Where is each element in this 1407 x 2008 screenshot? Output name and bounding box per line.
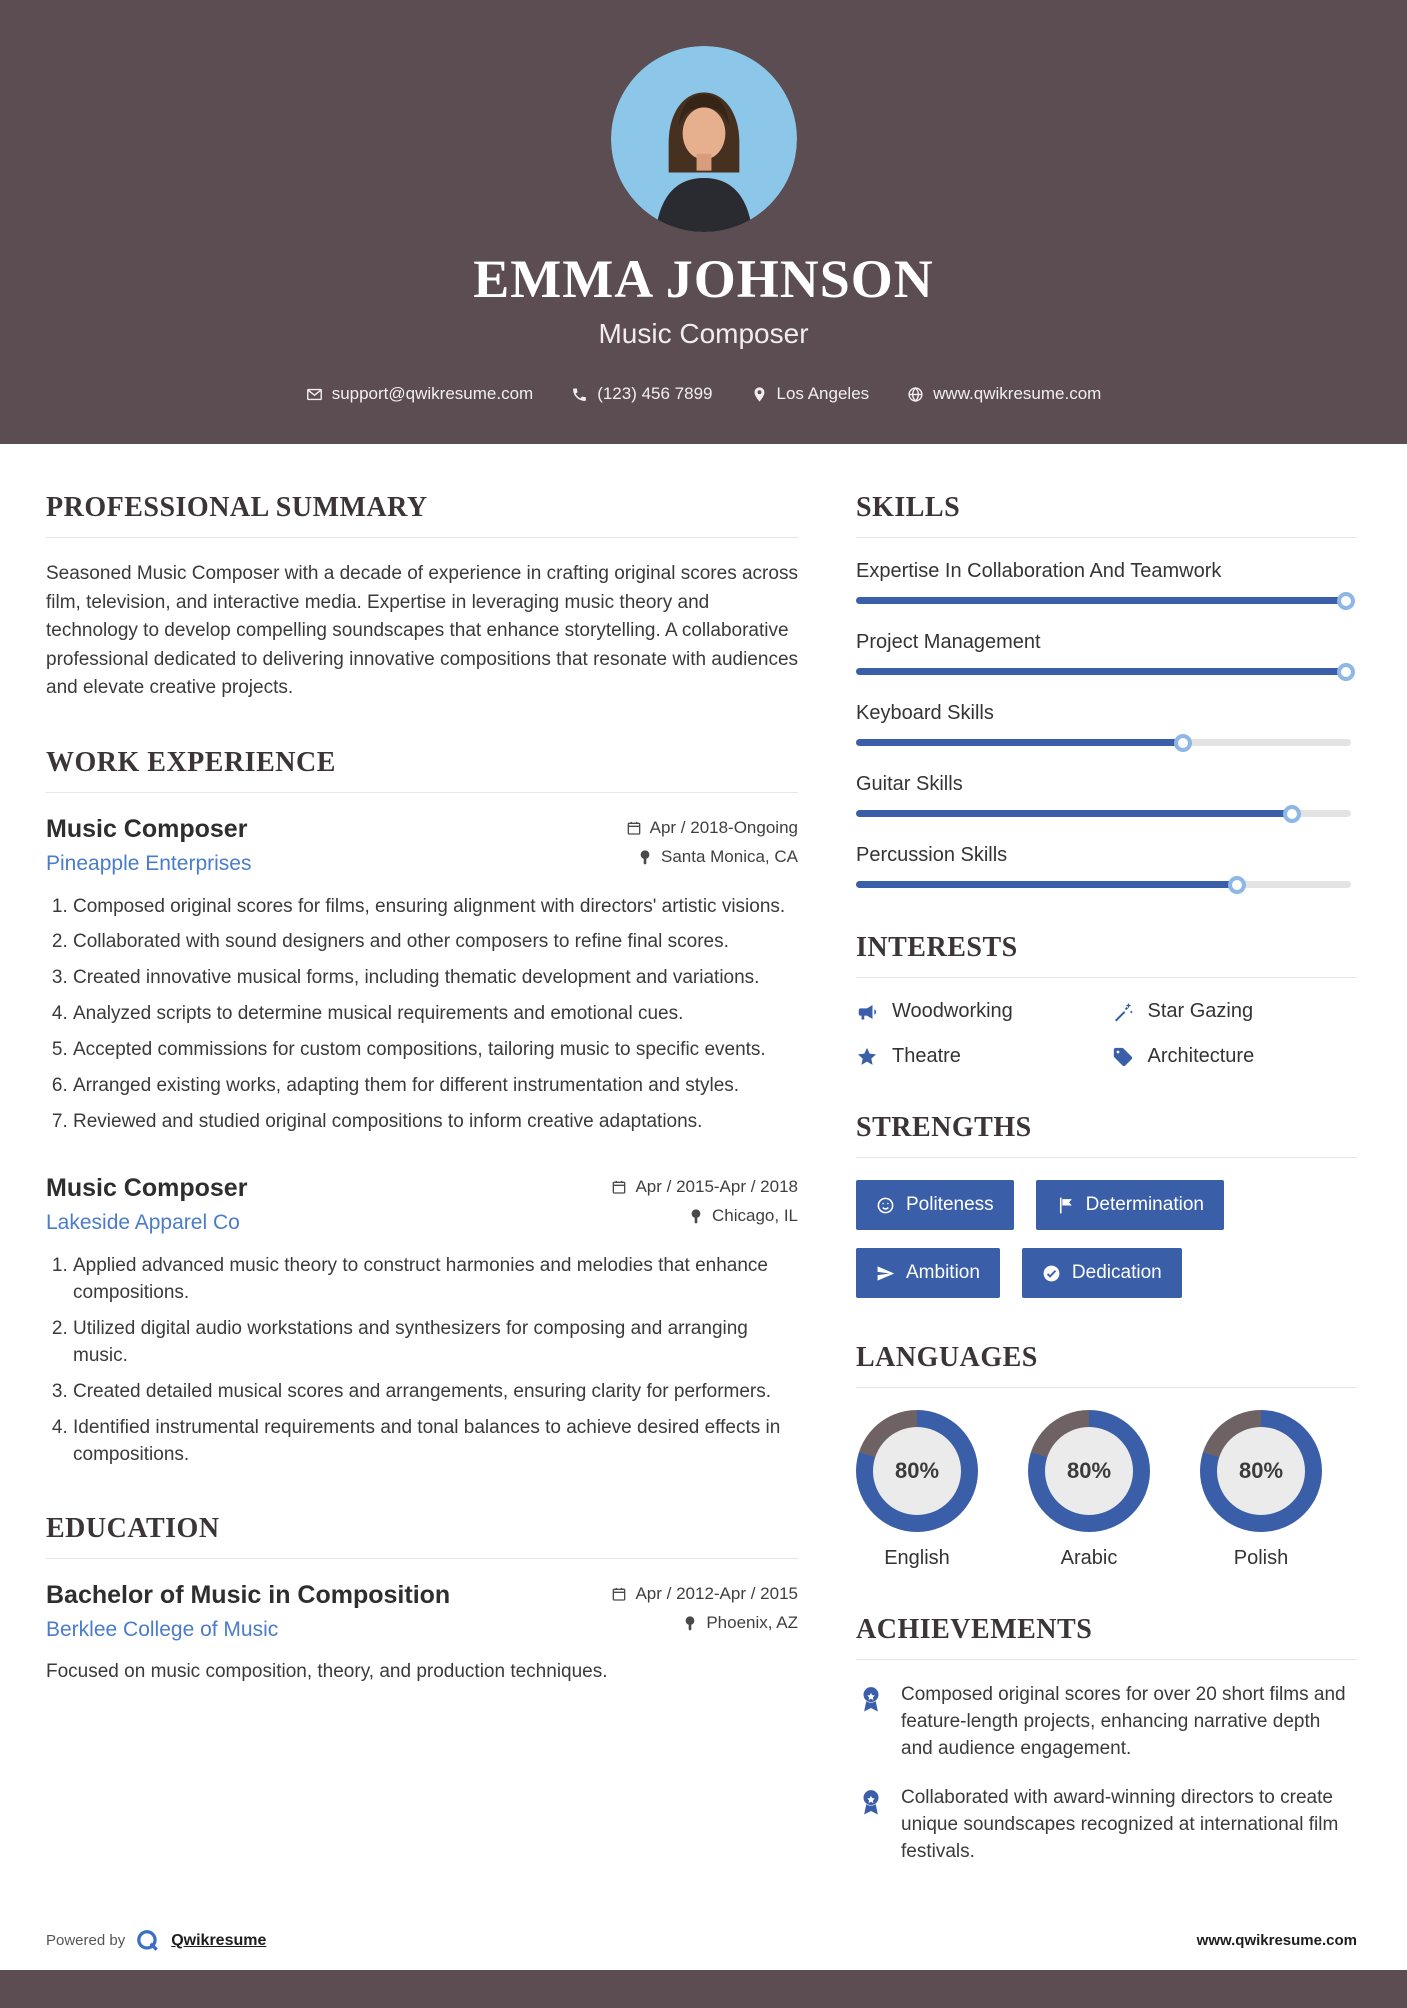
skill-label: Keyboard Skills — [856, 702, 994, 724]
job-company-link[interactable]: Lakeside Apparel Co — [46, 1211, 240, 1235]
qwikresume-link[interactable]: Qwikresume — [171, 1931, 267, 1949]
education-heading: EDUCATION — [46, 1513, 798, 1559]
job-bullet: 1. Composed original scores for films, ensuring alignment with directors' artistic visions. — [73, 894, 798, 921]
powered-by — [46, 1928, 266, 1954]
skill-label: Percussion Skills — [856, 844, 1008, 866]
tags-icon — [1112, 1046, 1134, 1068]
skill-bar-knob — [1337, 663, 1355, 681]
degree-title: Bachelor of Music in Composition — [46, 1581, 451, 1610]
job-dates: Apr / 2015-Apr / 2018 — [611, 1177, 798, 1197]
skill-label: Expertise In Collaboration And Teamwork — [856, 560, 1222, 582]
job-bullets — [46, 1253, 798, 1469]
language-label: English — [884, 1547, 950, 1569]
education-titles — [46, 1581, 450, 1642]
job-bullet: 6. Arranged existing works, adapting them for different instrumentation and styles. — [73, 1073, 798, 1100]
section-achievements — [856, 1614, 1357, 1866]
job-bullet: 3. Created innovative musical forms, including thematic development and variations. — [73, 965, 798, 992]
left-column — [46, 492, 798, 1910]
contact-phone: (123) 456 7899 — [571, 384, 712, 404]
person-name: EMMA JOHNSON — [473, 249, 934, 309]
megaphone-icon — [856, 1001, 878, 1023]
skill-bar-knob — [1228, 876, 1246, 894]
achievement-item — [856, 1682, 1357, 1763]
skill-item — [856, 560, 1357, 604]
job-bullets — [46, 894, 798, 1137]
language-item — [856, 1410, 978, 1570]
strength-badge: Ambition — [856, 1248, 1000, 1298]
person-title: Music Composer — [598, 318, 809, 349]
contact-location: Los Angeles — [751, 384, 870, 404]
location-pin-icon — [637, 849, 653, 865]
job-head — [46, 1174, 798, 1235]
achievements-heading: ACHIEVEMENTS — [856, 1614, 1357, 1660]
languages-row — [856, 1410, 1357, 1570]
strength-badge: Dedication — [1022, 1248, 1182, 1298]
strength-badge: Determination — [1036, 1180, 1224, 1230]
job-head — [46, 815, 798, 876]
flag-icon — [1056, 1196, 1075, 1215]
job-bullet: 4. Analyzed scripts to determine musical requirements and emotional cues. — [73, 1001, 798, 1028]
skill-bar-fill — [856, 739, 1183, 746]
skill-item — [856, 773, 1357, 817]
smiley-icon — [876, 1196, 895, 1215]
job-location: Chicago, IL — [688, 1206, 798, 1226]
calendar-icon — [611, 1586, 627, 1602]
interest-item: Theatre — [856, 1045, 1102, 1068]
skill-bar-knob — [1174, 734, 1192, 752]
right-column — [856, 492, 1357, 1910]
education-location: Phoenix, AZ — [682, 1613, 798, 1633]
job-entry — [46, 1174, 798, 1469]
language-label: Arabic — [1060, 1547, 1118, 1569]
location-pin-icon — [682, 1615, 698, 1631]
summary-text: Seasoned Music Composer with a decade of experience in crafting original scores across film, television, and interactive media. Expertise in leveraging music theory and technology to develop compelling soundscapes that enhance storytelling. A collaborative professional dedicated to delivering innovative compositions that resonate with audiences and elevate creative projects. — [46, 563, 799, 698]
paper-plane-icon — [876, 1264, 895, 1283]
education-head — [46, 1581, 798, 1642]
job-bullet: 5. Accepted commissions for custom compositions, tailoring music to specific events. — [73, 1037, 798, 1064]
interests-grid — [856, 1000, 1357, 1068]
job-bullet: 7. Reviewed and studied original compositions to inform creative adaptations. — [73, 1109, 798, 1136]
interest-item: Woodworking — [856, 1000, 1102, 1023]
language-item — [1028, 1410, 1150, 1570]
section-interests — [856, 932, 1357, 1068]
job-bullet: 2. Collaborated with sound designers and other composers to refine final scores. — [73, 929, 798, 956]
job-dates: Apr / 2018-Ongoing — [626, 818, 798, 838]
section-strengths — [856, 1112, 1357, 1298]
language-item — [1200, 1410, 1322, 1570]
section-professional-summary — [46, 492, 798, 703]
achievement-text: Collaborated with award-winning directors to create unique soundscapes recognized at international film festivals. — [901, 1786, 1339, 1862]
interest-item: Star Gazing — [1112, 1000, 1358, 1023]
award-ribbon-icon — [856, 1684, 886, 1714]
experience-heading: WORK EXPERIENCE — [46, 747, 798, 793]
skill-label: Project Management — [856, 631, 1041, 653]
contact-email: support@qwikresume.com — [306, 384, 534, 404]
powered-by-label: Powered by — [46, 1932, 126, 1950]
job-title: Music Composer — [46, 814, 248, 843]
skill-item — [856, 844, 1357, 888]
job-entry — [46, 815, 798, 1137]
skill-bar — [856, 668, 1351, 675]
strength-badge: Politeness — [856, 1180, 1014, 1230]
language-percent: 80% — [1045, 1427, 1133, 1515]
school-link[interactable]: Berklee College of Music — [46, 1618, 279, 1642]
envelope-icon — [306, 386, 323, 403]
job-meta — [611, 1174, 798, 1226]
language-donut — [1200, 1410, 1322, 1532]
job-bullet: 1. Applied advanced music theory to construct harmonies and melodies that enhance compositions. — [73, 1253, 798, 1307]
job-title: Music Composer — [46, 1174, 248, 1203]
job-location: Santa Monica, CA — [637, 847, 798, 867]
award-ribbon-icon — [856, 1787, 886, 1817]
map-pin-icon — [751, 386, 768, 403]
profile-photo — [611, 46, 797, 232]
interest-item: Architecture — [1112, 1045, 1358, 1068]
language-percent: 80% — [1217, 1427, 1305, 1515]
qwikresume-logo-icon — [135, 1928, 161, 1954]
magic-wand-icon — [1112, 1001, 1134, 1023]
job-titles — [46, 815, 251, 876]
content — [0, 444, 1407, 1910]
contact-website[interactable]: www.qwikresume.com — [907, 384, 1101, 404]
footer-bar — [0, 1970, 1407, 2008]
strengths-heading: STRENGTHS — [856, 1112, 1357, 1158]
achievement-item — [856, 1785, 1357, 1866]
education-dates: Apr / 2012-Apr / 2015 — [611, 1584, 798, 1604]
star-icon — [856, 1046, 878, 1068]
job-company-link[interactable]: Pineapple Enterprises — [46, 851, 252, 875]
education-description: Focused on music composition, theory, and production techniques. — [46, 1661, 608, 1683]
language-percent: 80% — [873, 1427, 961, 1515]
check-circle-icon — [1042, 1264, 1061, 1283]
skill-bar — [856, 597, 1351, 604]
job-titles — [46, 1174, 247, 1235]
job-bullet: 4. Identified instrumental requirements and tonal balances to achieve desired effects in compositions. — [73, 1415, 798, 1469]
skill-bar — [856, 810, 1351, 817]
location-pin-icon — [688, 1208, 704, 1224]
skill-bar-fill — [856, 881, 1237, 888]
achievement-text: Composed original scores for over 20 short films and feature-length projects, enhancing narrative depth and audience engagement. — [901, 1684, 1346, 1759]
skill-bar — [856, 881, 1351, 888]
footer — [0, 1910, 1407, 1970]
strength-badges — [856, 1180, 1326, 1298]
skill-item — [856, 702, 1357, 746]
job-bullet: 2. Utilized digital audio workstations and synthesizers for composing and arranging music. — [73, 1316, 798, 1370]
summary-heading: PROFESSIONAL SUMMARY — [46, 492, 798, 538]
profile-photo-illustration — [611, 46, 797, 232]
section-work-experience — [46, 747, 798, 1470]
phone-icon — [571, 386, 588, 403]
skill-bar — [856, 739, 1351, 746]
footer-website: www.qwikresume.com — [1196, 1932, 1357, 1950]
languages-heading: LANGUAGES — [856, 1342, 1357, 1388]
language-donut — [1028, 1410, 1150, 1532]
skills-heading: SKILLS — [856, 492, 1357, 538]
language-donut — [856, 1410, 978, 1532]
globe-icon — [907, 386, 924, 403]
education-meta — [611, 1581, 798, 1633]
job-meta — [626, 815, 798, 867]
section-languages — [856, 1342, 1357, 1570]
header — [0, 0, 1407, 444]
skill-bar-fill — [856, 668, 1346, 675]
section-skills — [856, 492, 1357, 888]
job-bullet: 3. Created detailed musical scores and arrangements, ensuring clarity for performers. — [73, 1379, 798, 1406]
calendar-icon — [611, 1179, 627, 1195]
skill-label: Guitar Skills — [856, 773, 963, 795]
skill-bar-knob — [1337, 592, 1355, 610]
section-education — [46, 1513, 798, 1687]
skill-bar-fill — [856, 810, 1292, 817]
skill-item — [856, 631, 1357, 675]
skill-bar-knob — [1283, 805, 1301, 823]
language-label: Polish — [1233, 1547, 1289, 1569]
interests-heading: INTERESTS — [856, 932, 1357, 978]
calendar-icon — [626, 820, 642, 836]
skill-bar-fill — [856, 597, 1346, 604]
contact-row — [0, 384, 1407, 404]
